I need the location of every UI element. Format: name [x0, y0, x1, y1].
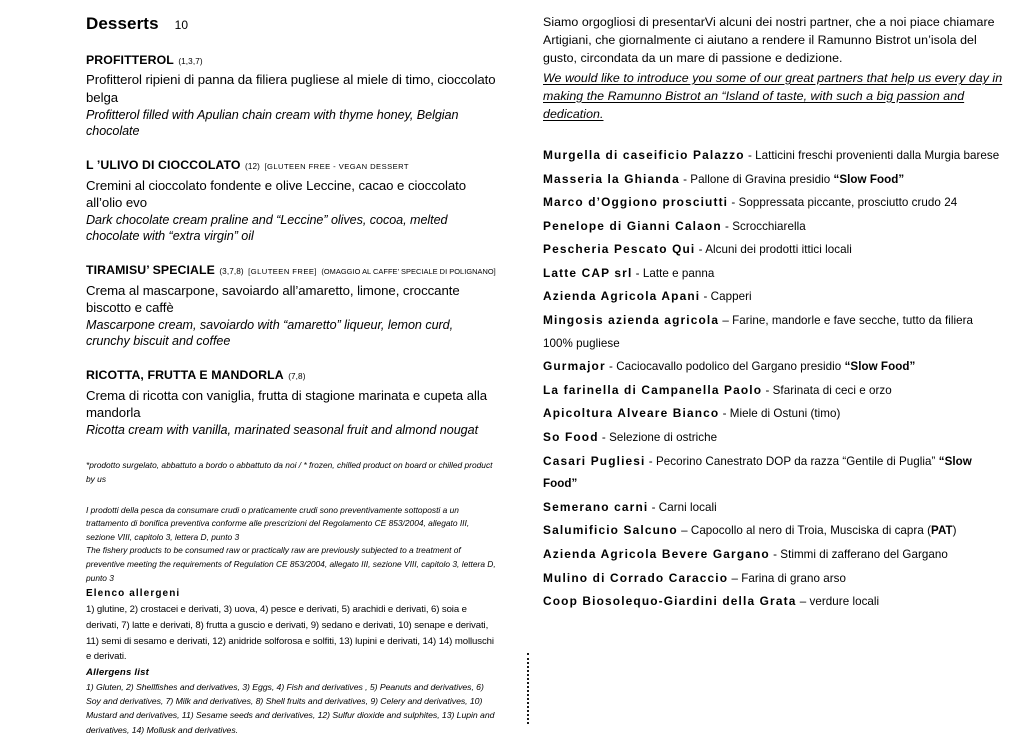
partner-separator: - — [679, 172, 691, 186]
partner-item — [543, 355, 1003, 379]
partner-description: Carni locali — [658, 500, 717, 514]
raw-fish-note-it: I prodotti della pesca da consumare crudi o praticamente crudi sono preventivamente sottoposti a un trattamento di bonifica preventiva conforme alle prescrizioni del Regolamento CE 853/2004, allegato III, sezione VIII, capitolo 3, lettera D, punto 3 — [86, 504, 470, 542]
partner-description-tail: ) — [952, 524, 957, 538]
dish-name: TIRAMISU’ SPECIALE — [86, 263, 215, 278]
partner-description-highlight: “Slow Food” — [543, 454, 972, 491]
allergens-list-it: 1) glutine, 2) crostacei e derivati, 3) uova, 4) pesce e derivati, 5) arachidi e derivati, 6) soia e derivati, 7) latte e derivati, 8) frutta a guscio e derivati, 9) sedano e derivati, 10) senape e derivati, 11) semi di sesamo e derivati, 12) anidride solforosa e solfiti, 13) lupini e derivati, 14) 14) molluschi e derivati. — [86, 604, 494, 663]
left-column — [86, 14, 496, 737]
dish-item — [86, 50, 496, 140]
dish-allergen-codes: (3,7,8) — [219, 267, 244, 277]
partner-description: Pallone di Gravina presidio — [690, 172, 834, 186]
partner-description: Latticini freschi provenienti dalla Murgia barese — [755, 148, 1000, 162]
partner-separator: - — [728, 196, 739, 210]
dish-item — [86, 155, 496, 245]
allergens-heading-it: Elenco allergeni — [86, 588, 181, 600]
partner-name: Azienda Agricola Bevere Gargano — [543, 547, 770, 561]
partner-item — [543, 496, 1003, 520]
partner-separator: - — [769, 548, 781, 561]
partner-name: Penelope di Gianni Calaon — [543, 218, 722, 233]
dish-heading — [86, 50, 496, 70]
partner-description: Miele di Ostuni (timo) — [729, 407, 841, 421]
partner-description: Scrocchiarella — [732, 219, 806, 233]
dish-extra-note: (OMAGGIO AL CAFFE’ SPECIALE DI POLIGNANO] — [321, 267, 496, 277]
partner-separator: - — [598, 431, 610, 445]
partner-separator: - — [648, 500, 659, 514]
partner-name: Coop Biosolequo-Giardini della Grata — [543, 594, 797, 609]
partner-item — [543, 450, 1003, 496]
partner-name: Azienda Agricola Apani — [543, 289, 701, 304]
partner-description: verdure locali — [809, 595, 880, 609]
partners-list — [543, 144, 1003, 614]
allergens-list-en: 1) Gluten, 2) Shellfishes and derivatives, 3) Eggs, 4) Fish and derivatives , 5) Peanuts and derivatives, 6) Soy and derivatives, 7) Milk and derivatives, 8) Shell fruits and derivatives, 9) Celery and derivatives, 10) Mustard and derivatives, 11) Sesame seeds and derivatives, 12) Sulfur dioxide and sulphites, 13) Lupin and derivatives, 14) Mollusk and derivatives. — [86, 682, 495, 735]
dish-description-it: Crema di ricotta con vaniglia, frutta di stagione marinata e cupeta alla mandorla — [86, 387, 488, 421]
partner-separator: – — [719, 314, 733, 328]
partner-separator: – — [728, 571, 742, 585]
partner-separator: – — [796, 595, 810, 609]
partner-item — [543, 426, 1003, 450]
partner-item — [543, 215, 1003, 239]
partner-name: Apicoltura Alveare Bianco — [543, 406, 720, 421]
partner-name: Gurmajor — [543, 359, 606, 374]
partner-item — [543, 285, 1003, 309]
partner-description: Caciocavallo podolico del Gargano presidio — [616, 360, 845, 374]
partners-intro-it: Siamo orgogliosi di presentarVi alcuni dei nostri partner, che a noi piace chiamare Artigiani, che giornalmente ci aiutano a rendere il Ramunno Bistrot un’isola del gusto, circondata da un mare di passione e dedizione. — [543, 15, 995, 65]
dish-allergen-codes: (7,8) — [288, 372, 306, 382]
partner-item — [543, 262, 1003, 286]
partner-item — [543, 191, 1003, 215]
partner-description: Latte e panna — [642, 266, 715, 280]
partner-name: Salumificio Salcuno — [543, 523, 678, 538]
partner-name: Latte CAP srl — [543, 265, 633, 280]
partner-name: Mingosis azienda agricola — [543, 313, 720, 328]
partner-separator: - — [695, 243, 706, 257]
desserts-header — [86, 14, 496, 34]
right-column — [543, 14, 1003, 614]
dish-description-it: Cremini al cioccolato fondente e olive Leccine, cacao e cioccolato all’olio evo — [86, 177, 467, 211]
partner-separator: - — [719, 407, 730, 421]
partner-name: Casari Pugliesi — [543, 453, 646, 468]
partner-name: Murgella di caseificio Palazzo — [543, 147, 745, 162]
dish-name: PROFITTEROL — [86, 53, 174, 67]
dish-diet-note: [GLUTEEN FREE] — [248, 267, 317, 277]
dish-allergen-codes: (12) — [245, 162, 260, 172]
dish-item — [86, 365, 496, 438]
partner-separator: - — [721, 219, 733, 233]
dotted-divider — [527, 653, 529, 724]
partner-separator: - — [632, 266, 643, 280]
partner-name: La farinella di Campanella Paolo — [543, 382, 763, 397]
dish-description-en: Mascarpone cream, savoiardo with “amaretto” liqueur, lemon curd, crunchy biscuit and coffee — [86, 317, 454, 349]
partner-item — [543, 590, 1003, 614]
partner-separator: - — [762, 383, 773, 397]
partner-description: Selezione di ostriche — [609, 431, 718, 445]
partner-description: Pecorino Canestrato DOP da razza “Gentile di Puglia” — [655, 454, 939, 468]
dish-item — [86, 260, 496, 350]
partner-description: Farina di grano arso — [741, 571, 846, 585]
dish-description-it: Crema al mascarpone, savoiardo all’amaretto, limone, croccante biscotto e caffè — [86, 282, 460, 316]
partner-name: Masseria la Ghianda — [543, 171, 680, 186]
dish-description-en: Ricotta cream with vanilla, marinated seasonal fruit and almond nougat — [86, 422, 479, 437]
dish-description-it: Profitterol ripieni di panna da filiera pugliese al miele di timo, cioccolato belga — [86, 72, 496, 106]
partner-description: Capperi — [710, 290, 752, 304]
partner-item — [543, 402, 1003, 426]
partner-name: Semerano carni — [543, 499, 649, 514]
dish-name: RICOTTA, FRUTTA E MANDORLA — [86, 368, 284, 383]
partner-separator: - — [700, 290, 711, 304]
dish-name: L ’ULIVO DI CIOCCOLATO — [86, 158, 241, 173]
dish-allergen-codes: (1,3,7) — [178, 57, 203, 66]
partner-item — [543, 144, 1003, 168]
raw-fish-notes — [86, 504, 496, 737]
partner-item — [543, 168, 1003, 192]
frozen-product-note: *prodotto surgelato, abbattuto a bordo o abbattuto da noi / * frozen, chilled product on board or chilled product by us — [86, 460, 493, 484]
partner-item — [543, 379, 1003, 403]
raw-fish-note-en: The fishery products to be consumed raw or practically raw are previously subjected to a treatment of preventive meeting the requirements of Regulation CE 853/2004, allegato III, sezione VIII, capitolo 3, lettera D, punto 3 — [86, 545, 496, 583]
dish-heading — [86, 260, 496, 280]
partner-name: So Food — [543, 430, 599, 445]
partner-description: Stimmi di zafferano del Gargano — [780, 548, 948, 561]
partner-description: Capocollo al nero di Troia, Musciska di capra ( — [690, 524, 932, 538]
partner-item — [543, 519, 1003, 543]
dish-heading — [86, 365, 496, 385]
partner-description: Farine, mandorle e fave secche, tutto da filiera 100% pugliese — [543, 314, 973, 350]
partner-name: Marco d’Oggiono prosciutti — [543, 195, 729, 210]
partner-separator: - — [645, 454, 656, 468]
page-title: Desserts — [86, 14, 159, 33]
desserts-price: 10 — [174, 18, 188, 32]
partner-item — [543, 309, 1003, 355]
allergens-heading-en: Allergens list — [86, 666, 150, 678]
partner-item — [543, 567, 1003, 591]
partner-separator: – — [677, 524, 691, 538]
dish-description-en: Profitterol filled with Apulian chain cream with thyme honey, Belgian chocolate — [86, 107, 459, 139]
partner-description: Soppressata piccante, prosciutto crudo 24 — [738, 196, 958, 210]
partner-description-highlight: PAT — [931, 524, 953, 538]
dish-description-en: Dark chocolate cream praline and “Leccine” olives, cocoa, melted chocolate with “extra virgin” oil — [86, 212, 448, 244]
dish-diet-note: [GLUTEEN FREE - VEGAN DESSERT — [264, 162, 409, 172]
partner-description: Alcuni dei prodotti ittici locali — [705, 243, 852, 257]
partner-item — [543, 238, 1003, 262]
partner-item — [543, 543, 1003, 567]
partners-intro-en: We would like to introduce you some of our great partners that help us every day in making the Ramunno Bistrot an “Island of taste, with such a big passion and dedication. — [543, 70, 1003, 121]
partner-description-highlight: “Slow Food” — [844, 360, 916, 374]
partner-description-highlight: “Slow Food” — [833, 172, 905, 186]
partner-name: Mulino di Corrado Caraccio — [543, 570, 729, 585]
partner-name: Pescheria Pescato Qui — [543, 242, 696, 257]
partner-separator: - — [744, 148, 756, 162]
partner-description: Sfarinata di ceci e orzo — [772, 383, 892, 397]
dish-heading — [86, 155, 496, 175]
partner-separator: - — [605, 360, 617, 374]
